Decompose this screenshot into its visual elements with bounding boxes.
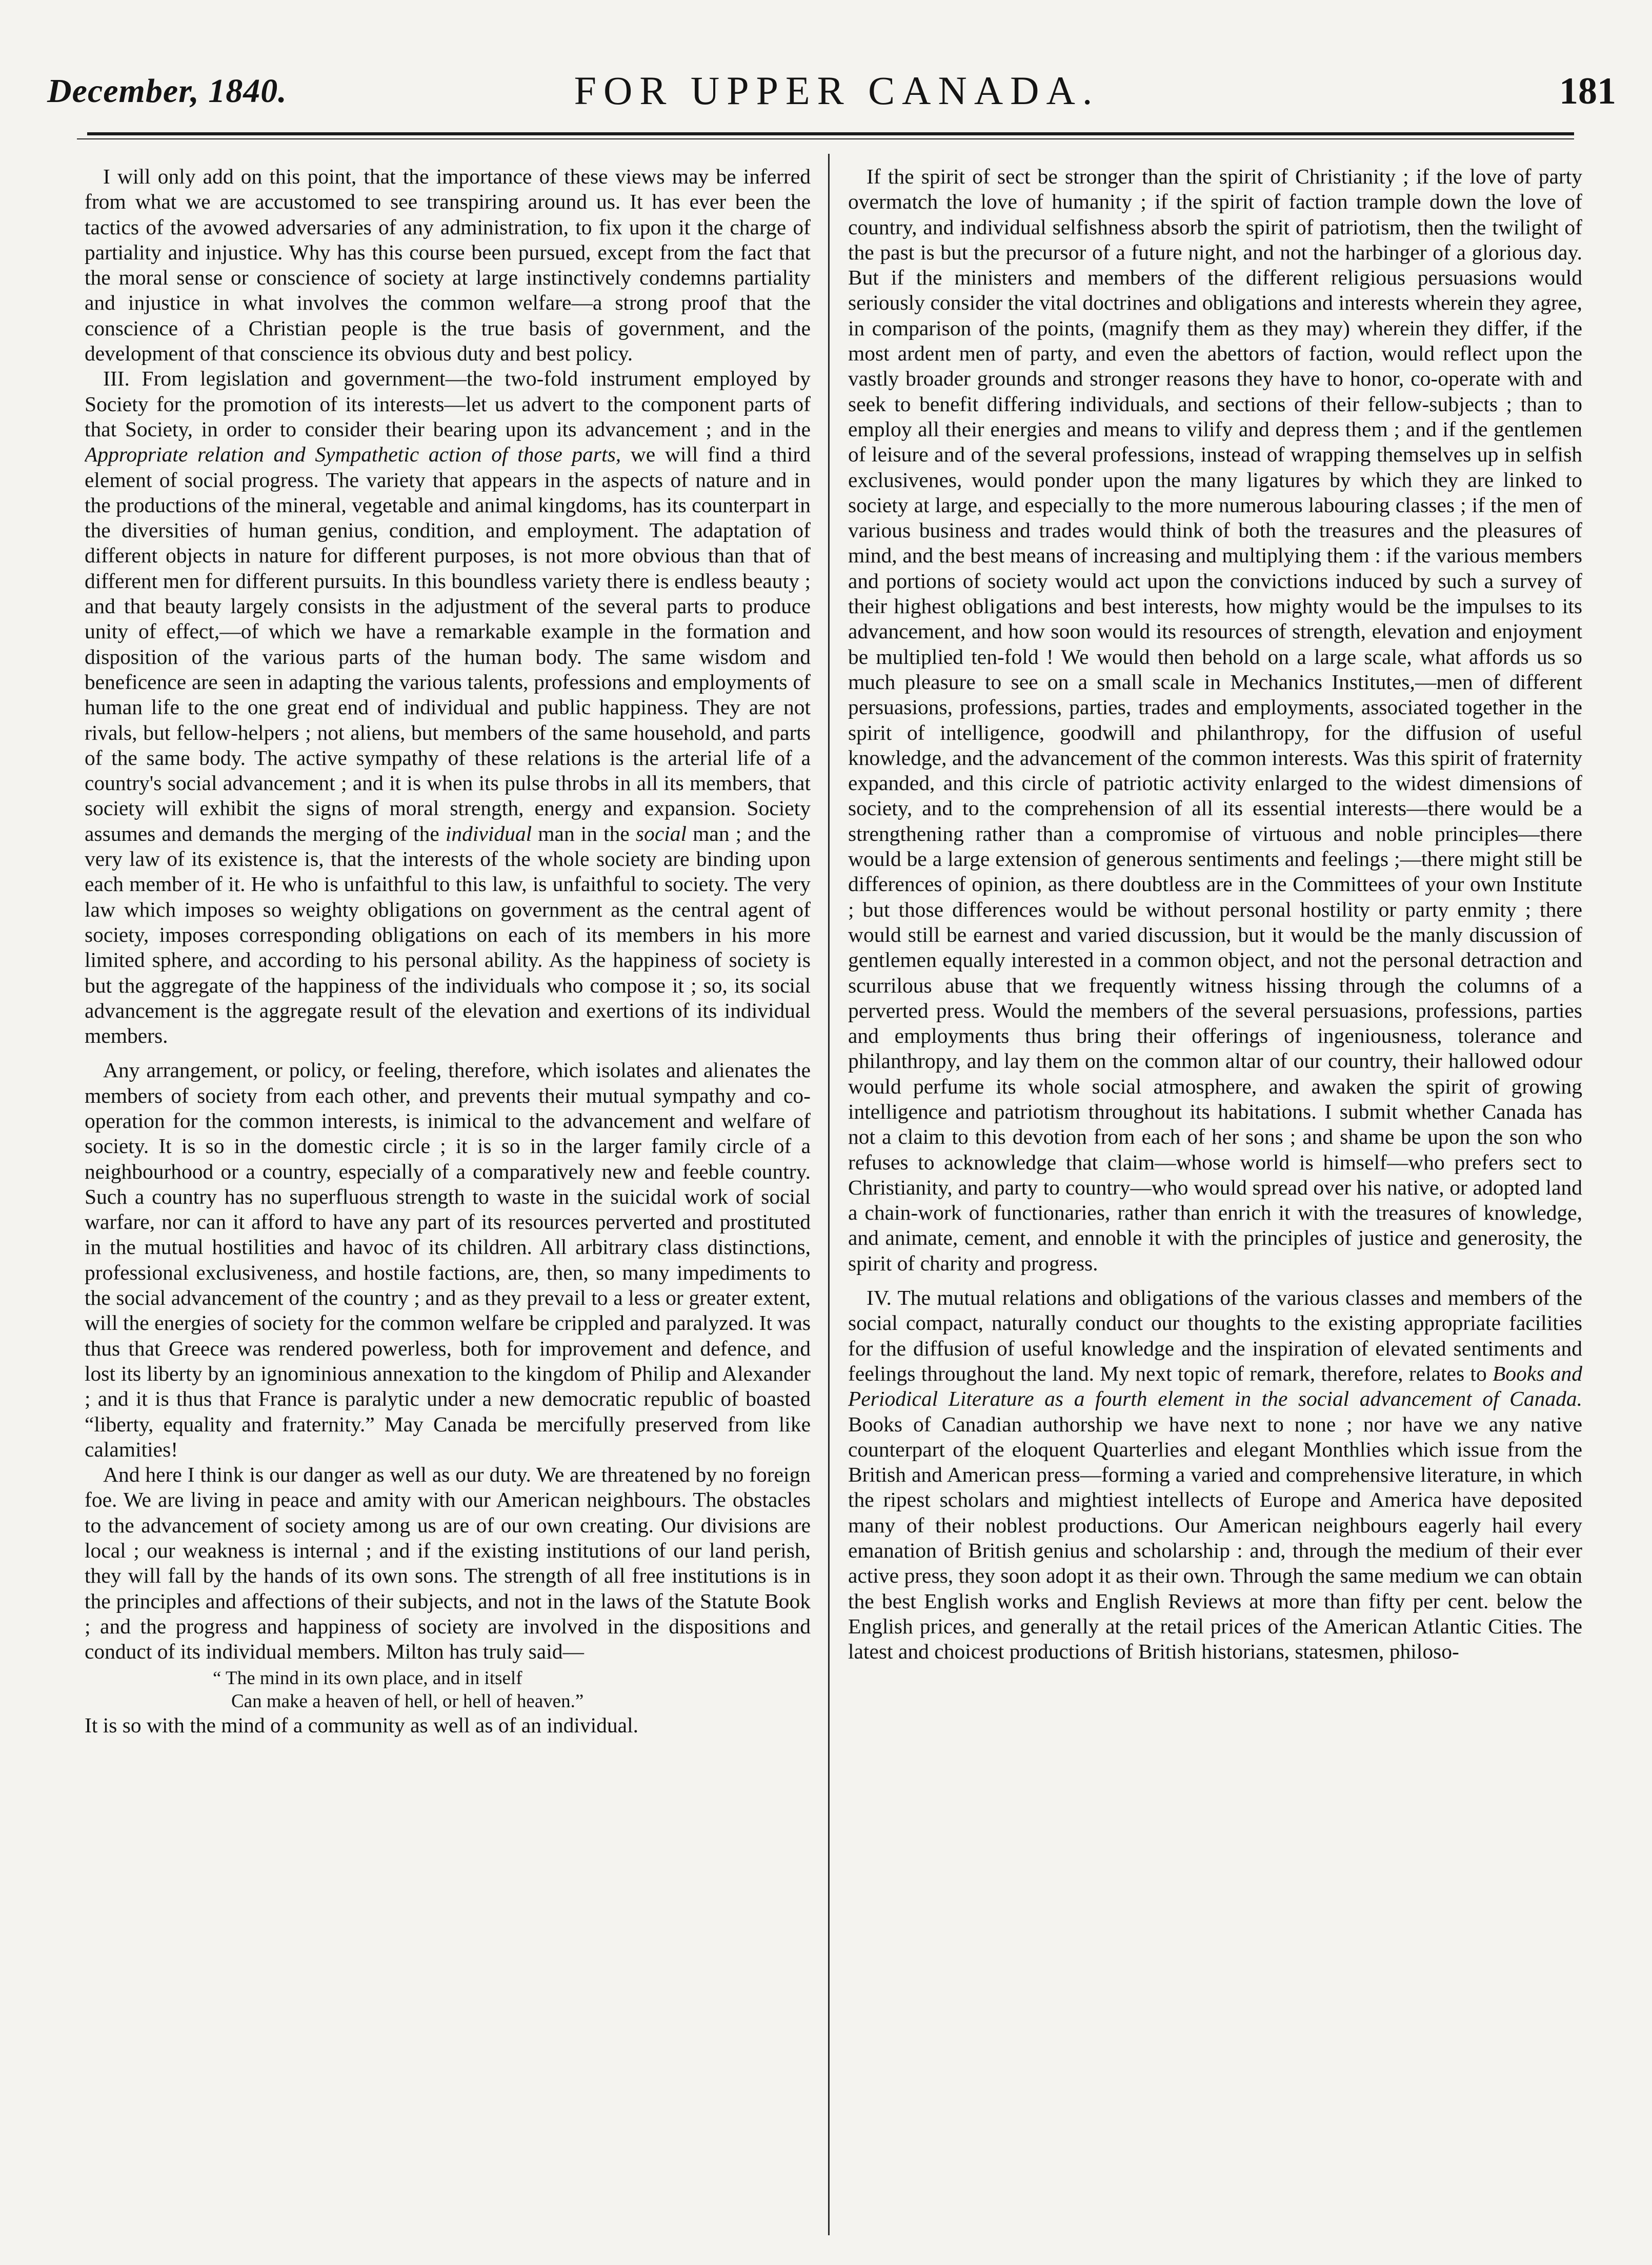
paragraph-text: III. From legislation and government—the two-fold instrument employed by Society for the promotion of its interests—let us advert to the component parts of that Society, in order to consider their bearing upon its advancement ; and in the <box>85 367 811 441</box>
header-rule <box>87 132 1574 135</box>
paragraph: Any arrangement, or policy, or feeling, therefore, which isolates and alienates the members of society from each other, and prevents their mutual sympathy and co-operation for the common interests, is inimical to the advancement and welfare of society. It is so in the domestic circle ; it is so in the larger family circle of a neighbourhood or a country, especially of a comparatively new and feeble country. Such a country has no superfluous strength to waste in the suicidal work of social warfare, nor can it afford to have any part of its resources perverted and prostituted in the mutual hostilities and havoc of its children. All arbitrary class distinctions, professional exclusiveness, and hostile factions, are, then, so many impediments to the social advancement of the country ; and as they prevail to a less or greater extent, will the energies of society for the common welfare be crippled and paralyzed. It was thus that Greece was rendered powerless, both for improvement and defence, and lost its liberty by an ignominious annexation to the kingdom of Philip and Alexander ; and it is thus that France is paralytic under a new democratic republic of boasted “liberty, equality and fraternity.” May Canada be mercifully preserved from like calamities! <box>85 1058 811 1461</box>
paragraph <box>848 1285 1582 1664</box>
paragraph: I will only add on this point, that the importance of these views may be inferred from what we are accustomed to see transpiring around us. It has ever been the tactics of the avowed adversaries of any administration, to fix upon it the charge of partiality and injustice. Why has this course been pursued, except from the fact that the moral sense or conscience of society at large instinctively condemns partiality and injustice in what involves the common welfare—a strong proof that the conscience of a Christian people is the true basis of government, and the development of that conscience its obvious duty and best policy. <box>85 165 811 366</box>
issue-date: December, 1840. <box>47 72 287 110</box>
emphasis-text: Appropriate relation and Sympathetic action of those parts, <box>85 442 621 467</box>
paragraph <box>85 366 811 1048</box>
paragraph-text: man ; and the very law of its existence is, that the interests of the whole society are binding upon each member of it. He who is unfaithful to this law, is unfaithful to society. The very law which imposes so weighty obligations on government as the central agent of society, imposes corresponding obligations on each of its members in his more limited sphere, and according to his personal ability. As the happiness of society is but the aggregate of the happiness of the individuals who compose it ; so, its social advancement is the aggregate result of the elevation and exertions of its individual members. <box>85 821 811 1048</box>
milton-quote <box>85 1667 811 1713</box>
left-column <box>85 164 811 2230</box>
running-header <box>47 68 1626 124</box>
right-column <box>848 164 1582 2230</box>
paragraph-text: man in the <box>532 821 636 845</box>
header-rule-thin <box>77 138 1574 139</box>
paragraph: It is so with the mind of a community as well as of an individual. <box>85 1713 638 1737</box>
emphasis-text: social <box>635 821 687 845</box>
paragraph-text: Books of Canadian authorship we have next to none ; nor have we any native counterpart of the eloquent Quarterlies and elegant Monthlies which issue from the British and American press—forming a varied and comprehensive literature, in which the ripest scholars and mightiest intellects of Europe and America have deposited many of their noblest productions. Our American neighbours eagerly hail every emanation of British genius and scholarship : and, through the medium of their ever active press, they soon adopt it as their own. Through the same medium we can obtain the best English works and English Reviews at more than fifty per cent. below the English prices, and generally at the retail prices of the American Atlantic Cities. The latest and choicest productions of British historians, statesmen, philoso- <box>848 1412 1582 1664</box>
paragraph-text: IV. The mutual relations and obligations of the various classes and members of the social compact, naturally conduct our thoughts to the existing appropriate facilities for the diffusion of useful knowledge and the inspiration of elevated sentiments and feelings throughout the land. My next topic of remark, therefore, relates to <box>848 1286 1582 1385</box>
quote-line: Can make a heaven of hell, or hell of heaven.” <box>231 1690 584 1712</box>
column-divider <box>828 154 830 2235</box>
quote-line: “ The mind in its own place, and in itself <box>213 1667 522 1689</box>
paragraph: And here I think is our danger as well as our duty. We are threatened by no foreign foe. We are living in peace and amity with our American neighbours. The obstacles to the advancement of society among us are of our own creating. Our divisions are local ; our weakness is internal ; and if the existing institutions of our land perish, they will fall by the hands of its own sons. The strength of all free institutions is in the principles and affections of their subjects, and not in the laws of the Statute Book ; and the progress and happiness of society are involved in the dispositions and conduct of its individual members. Milton has truly said— <box>85 1463 811 1664</box>
publication-title: FOR UPPER CANADA. <box>574 68 1100 113</box>
paragraph: If the spirit of sect be stronger than the spirit of Christianity ; if the love of party overmatch the love of humanity ; if the spirit of faction trample down the love of country, and individual selfishness absorb the spirit of patriotism, then the twilight of the past is but the precursor of a future night, and not the harbinger of a glorious day. But if the ministers and members of the different religious persuasions would seriously consider the vital doctrines and obligations and interests wherein they agree, in comparison of the points, (magnify them as they may) wherein they differ, if the most ardent men of party, and even the abettors of faction, would reflect upon the vastly broader grounds and stronger reasons they have to honor, co-operate with and seek to benefit differing individuals, and sections of their fellow-subjects ; than to employ all their energies and means to vilify and depress them ; and if the gentlemen of leisure and of the several professions, instead of wrapping themselves up in selfish exclusivenes, would ponder upon the many ligatures by which they are linked to society at large, and especially to the more numerous labouring classes ; if the men of various business and trades would think of both the treasures and the pleasures of mind, and the best means of increasing and multiplying them : if the various members and portions of society would act upon the convictions induced by such a survey of their highest obligations and best interests, how mighty would be the impulses to its advancement, and how soon would its resources of strength, elevation and enjoyment be multiplied ten-fold ! We would then behold on a large scale, what affords us so much pleasure to see on a small scale in Mechanics Institutes,—men of different persuasions, professions, parties, trades and employments, associated together in the spirit of intelligence, goodwill and philanthropy, for the diffusion of useful knowledge, and the advancement of the common interests. Was this spirit of fraternity expanded, and this circle of patriotic activity enlarged to the widest dimensions of society, and to the comprehension of all its essential interests—there would be a strengthening rather than a compromise of virtuous and noble principles—there would be a large extension of generous sentiments and feelings ;—there might still be differences of opinion, as there doubtless are in the Committees of your own Institute ; but those differences would be without personal hostility or party enmity ; there would still be earnest and varied discussion, but it would be the manly discussion of gentlemen equally interested in a common object, and not the personal detraction and scurrilous abuse that we frequently witness hissing through the columns of a perverted press. Would the members of the several persuasions, professions, parties and employments thus bring their offerings of ingeniousness, tolerance and philanthropy, and lay them on the common altar of our country, their hallowed odour would perfume its whole social atmosphere, and awaken the spirit of growing intelligence and patriotism throughout its habitations. I submit whether Canada has not a claim to this devotion from each of her sons ; and shame be upon the son who refuses to acknowledge that claim—whose world is himself—who prefers sect to Christianity, and party to country—who would spread over his native, or adopted land a chain-work of functionaries, rather than enrich it with the treasures of knowledge, and animate, cement, and ennoble it with the principles of justice and generosity, the spirit of charity and progress. <box>848 165 1582 1275</box>
emphasis-text: individual <box>445 821 532 845</box>
emphasis-text: Books and Periodical Literature as a fourth element in the social advancement of Canada. <box>848 1361 1582 1411</box>
paragraph-text: we will find a third element of social progress. The variety that appears in the aspects of nature and in the productions of the mineral, vegetable and animal kingdoms, has its counterpart in the diversities of human genius, condition, and employment. The adaptation of different objects in nature for different purposes, is not more obvious than that of different men for different pursuits. In this boundless variety there is endless beauty ; and that beauty largely consists in the adjustment of the several parts to produce unity of effect,—of which we have a remarkable example in the formation and disposition of the various parts of the human body. The same wisdom and beneficence are seen in adapting the various talents, professions and employments of human life to the one great end of individual and public happiness. They are not rivals, but fellow-helpers ; not aliens, but members of the same household, and parts of the same body. The active sympathy of these relations is the arterial life of a country's social advancement ; and it is when its pulse throbs in all its members, that society will exhibit the signs of moral strength, energy and expansion. Society assumes and demands the merging of the <box>85 442 811 845</box>
page-number: 181 <box>1559 70 1616 112</box>
